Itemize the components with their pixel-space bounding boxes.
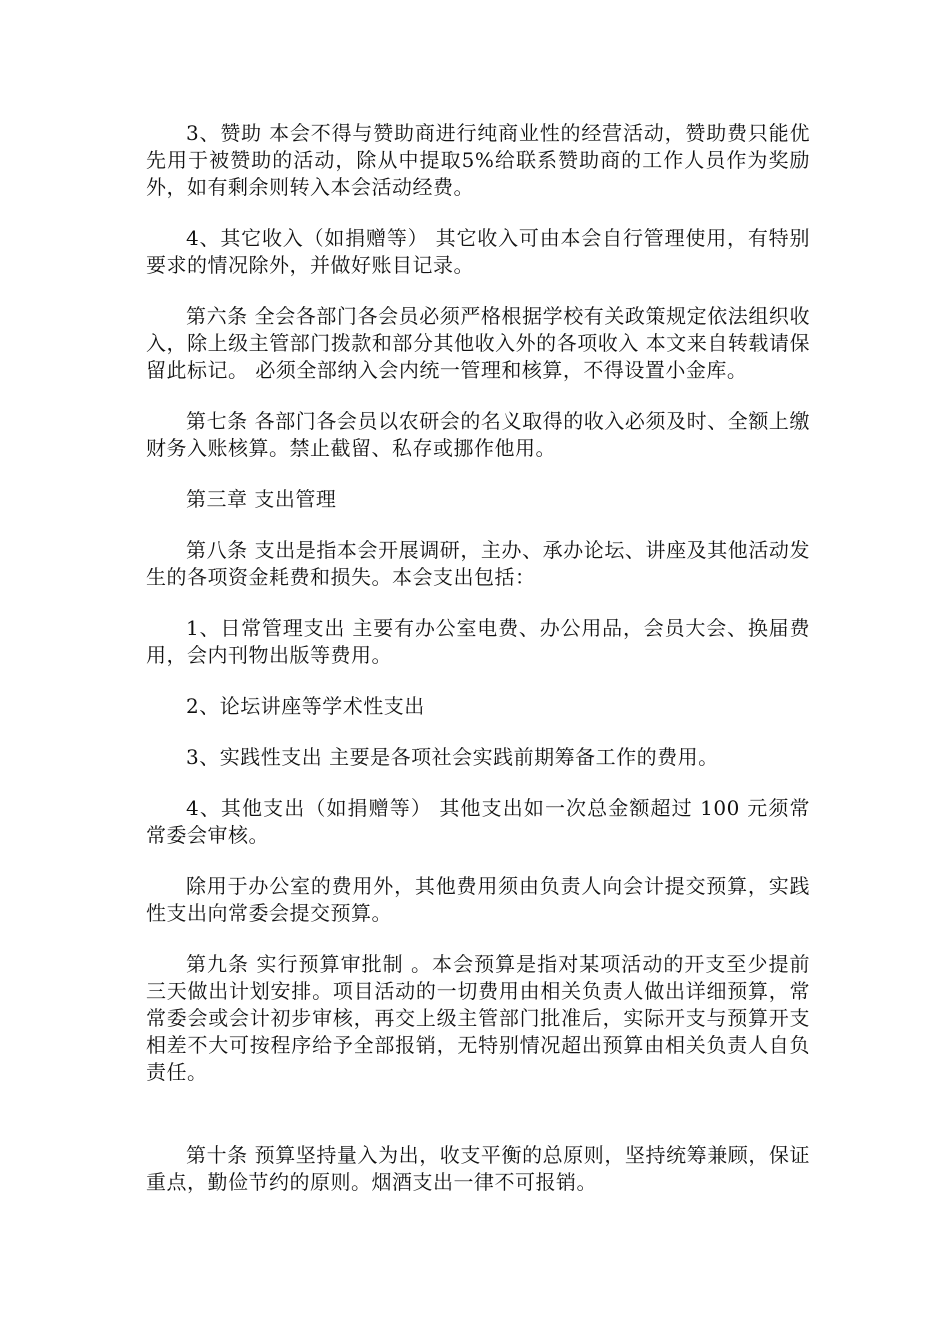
paragraph-article-8: 第八条 支出是指本会开展调研，主办、承办论坛、讲座及其他活动发生的各项资金耗费和损失。本会支出包括：: [146, 538, 810, 589]
paragraph-practice-expenses: 3、实践性支出 主要是各项社会实践前期筹备工作的费用。: [186, 745, 719, 769]
paragraph-academic-expenses: 2、论坛讲座等学术性支出: [186, 694, 425, 718]
paragraph-article-10: 第十条 预算坚持量入为出，收支平衡的总原则，坚持统筹兼顾，保证重点，勤俭节约的原则。烟酒支出一律不可报销。: [146, 1143, 810, 1194]
paragraph-sponsorship: 3、赞助 本会不得与赞助商进行纯商业性的经营活动，赞助费只能优先用于被赞助的活动，除从中提取5%给联系赞助商的工作人员作为奖励外，如有剩余则转入本会活动经费。: [146, 121, 810, 199]
chapter-heading-expenditure: 第三章 支出管理: [186, 487, 337, 511]
paragraph-article-6: 第六条 全会各部门各会员必须严格根据学校有关政策规定依法组织收入，除上级主管部门拨款和部分其他收入外的各项收入 本文来自转载请保留此标记。 必须全部纳入会内统一管理和核算，不得设置小金库。: [146, 304, 810, 382]
document-body: [146, 120, 810, 1220]
paragraph-other-income: 4、其它收入（如捐赠等） 其它收入可由本会自行管理使用，有特别要求的情况除外，并做好账目记录。: [146, 226, 810, 277]
paragraph-other-expenses: 4、其他支出（如捐赠等） 其他支出如一次总金额超过 100 元须常常委会审核。: [146, 796, 810, 847]
paragraph-article-7: 第七条 各部门各会员以农研会的名义取得的收入必须及时、全额上缴财务入账核算。禁止截留、私存或挪作他用。: [146, 409, 810, 460]
paragraph-budget-submission: 除用于办公室的费用外，其他费用须由负责人向会计提交预算，实践性支出向常委会提交预算。: [146, 874, 810, 925]
paragraph-article-9: 第九条 实行预算审批制 。本会预算是指对某项活动的开支至少提前三天做出计划安排。项目活动的一切费用由相关负责人做出详细预算，常常委会或会计初步审核，再交上级主管部门批准后，实际开支与预算开支相差不大可按程序给予全部报销，无特别情况超出预算由相关负责人自负责任。: [146, 952, 810, 1084]
paragraph-daily-expenses: 1、日常管理支出 主要有办公室电费、办公用品，会员大会、换届费用，会内刊物出版等费用。: [146, 616, 810, 667]
